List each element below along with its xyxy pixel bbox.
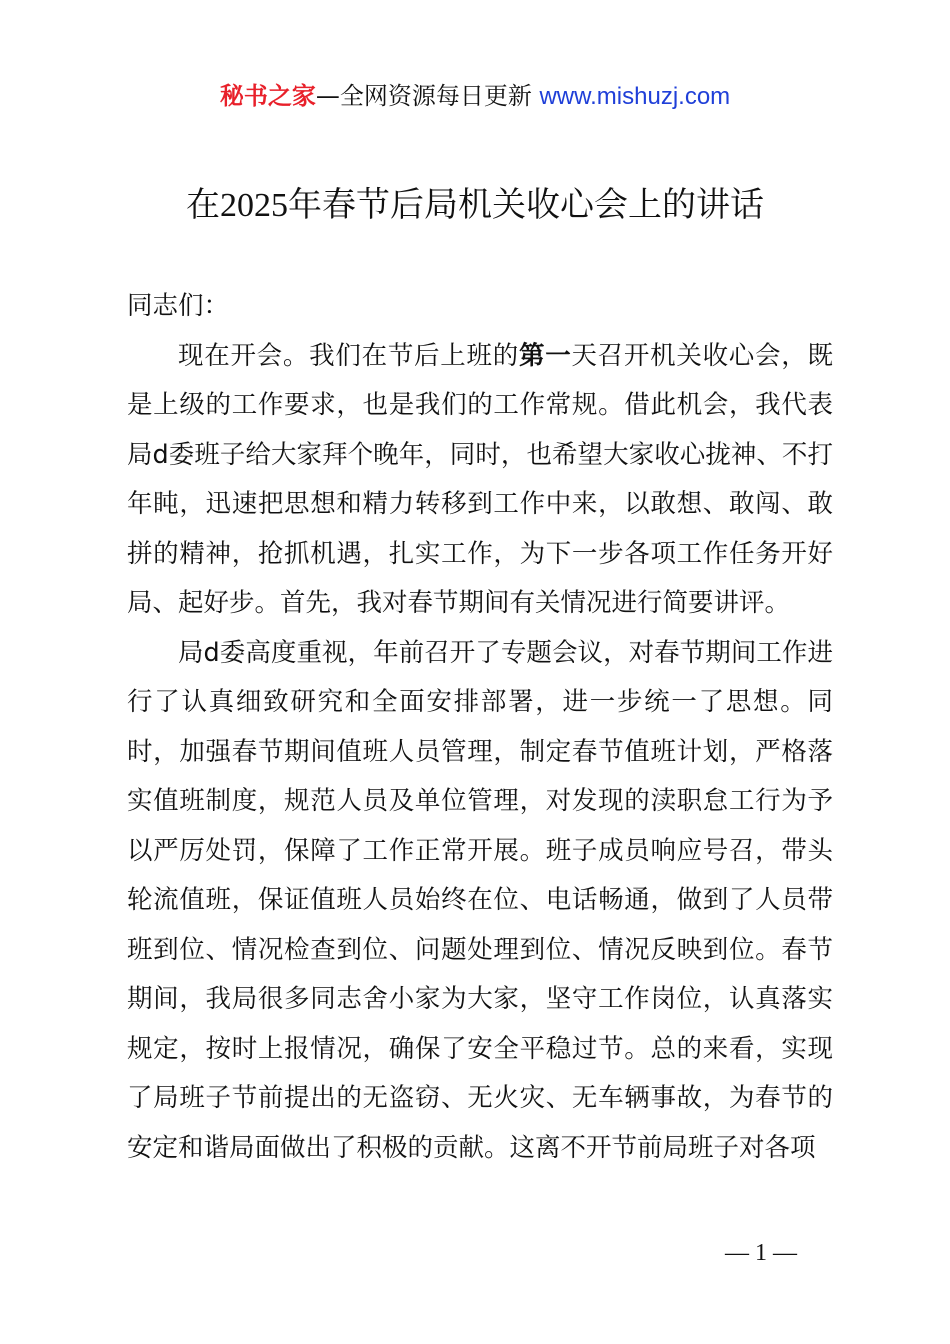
paragraph-1-start: 现在开会。我们在节后上班的 <box>178 340 519 371</box>
site-brand: 秘书之家 <box>219 82 316 110</box>
paragraph-1 <box>127 332 833 629</box>
site-url-link[interactable]: www.mishuzj.com <box>539 83 731 110</box>
document-title <box>0 183 950 228</box>
page-number: — 1 — <box>725 1240 797 1266</box>
site-banner <box>0 80 950 113</box>
document-body <box>127 282 833 1173</box>
title-rest: 年春节后局机关收心会上的讲话 <box>288 185 764 225</box>
paragraph-1-end: 天召开机关收心会，既是上级的工作要求，也是我们的工作常规。借此机会，我代表局d委班子给大家拜个晚年，同时，也希望大家收心拢神、不打年盹，迅速把思想和精力转移到工作中来，以敢想、敢闯、敢拼的精神，抢抓机遇，扎实工作，为下一步各项工作任务开好局、起好步。首先，我对春节期间有关情况进行简要讲评。 <box>127 340 833 618</box>
site-slogan: —全网资源每日更新 <box>315 82 532 110</box>
paragraph-2: 局d委高度重视，年前召开了专题会议，对春节期间工作进行了认真细致研究和全面安排部署，进一步统一了思想。同时，加强春节期间值班人员管理，制定春节值班计划，严格落实值班制度，规范人员及单位管理，对发现的渎职怠工行为予以严厉处罚，保障了工作正常开展。班子成员响应号召，带头轮流值班，保证值班人员始终在位、电话畅通，做到了人员带班到位、情况检查到位、问题处理到位、情况反映到位。春节期间，我局很多同志舍小家为大家，坚守工作岗位，认真落实规定，按时上报情况，确保了安全平稳过节。总的来看，实现了局班子节前提出的无盗窃、无火灾、无车辆事故，为春节的安定和谐局面做出了积极的贡献。这离不开节前局班子对各项 <box>127 637 833 1163</box>
paragraph-1-bold: 第一 <box>518 340 572 371</box>
greeting: 同志们： <box>127 291 230 321</box>
title-year: 2025 <box>220 187 288 224</box>
title-prefix: 在 <box>186 185 220 225</box>
